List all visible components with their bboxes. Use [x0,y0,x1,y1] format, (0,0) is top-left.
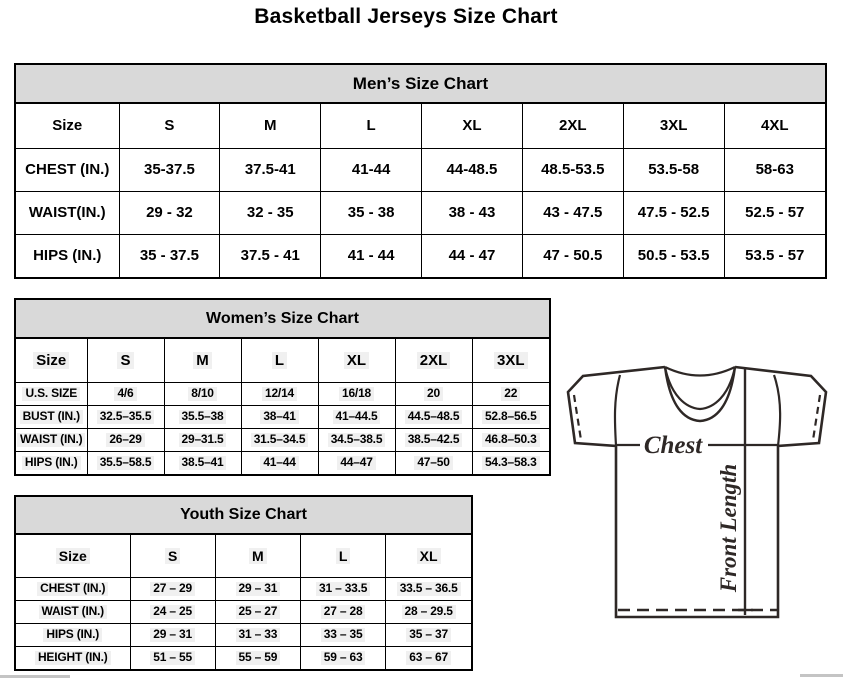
size-value-cell [130,600,215,623]
size-value-cell-text: 22 [501,387,520,401]
size-value-cell-text: 47.5 - 52.5 [637,203,710,221]
size-col-header [321,104,422,148]
size-col-header-text: 4XL [761,117,789,135]
size-value-cell [301,646,386,669]
size-value-cell [164,405,241,428]
size-value-cell-text: 33.5 – 36.5 [397,582,461,596]
collar-back-arc [665,367,735,376]
size-value-cell [87,451,164,474]
size-corner-header-text: Size [52,117,83,135]
size-corner-header-text: Size [33,352,69,369]
size-col-header [522,104,623,148]
size-value-cell-text: 29 – 31 [150,628,195,642]
size-col-header-text: S [164,117,175,135]
front-length-label: Front Length [716,463,741,593]
size-col-header [422,104,523,148]
size-value-cell [164,382,241,405]
measurement-row-label [16,600,130,623]
size-corner-header [16,104,119,148]
size-col-header [395,339,472,382]
size-value-cell-text: 54.3–58.3 [482,456,540,470]
mens-size-chart-title: Men’s Size Chart [16,65,825,104]
size-value-cell-text: 46.8–50.3 [482,433,540,447]
size-value-cell [472,405,549,428]
size-value-cell [318,428,395,451]
measurement-row-label-text: HEIGHT (IN.) [35,651,111,665]
size-value-cell-text: 41–44 [260,456,298,470]
size-value-cell [395,451,472,474]
size-value-cell-text: 32.5–35.5 [97,410,155,424]
size-value-cell-text: 33 – 35 [321,628,366,642]
measurement-row [16,428,549,451]
size-value-cell-text: 20 [424,387,443,401]
measurement-row-label-text: WAIST (IN.) [39,605,107,619]
size-value-cell-text: 38–41 [260,410,298,424]
size-value-cell [623,234,724,277]
measurement-row-label-text: HIPS (IN.) [33,247,102,265]
left-armhole-seam [615,375,620,446]
size-value-cell-text: 34.5–38.5 [328,433,386,447]
measurement-row [16,191,825,234]
size-value-cell [215,600,300,623]
size-col-header-text: S [117,352,133,369]
size-value-cell [215,646,300,669]
size-value-cell [164,428,241,451]
size-header-row [16,339,549,382]
size-value-cell-text: 41–44.5 [333,410,381,424]
size-value-cell-text: 50.5 - 53.5 [637,247,710,265]
mens-size-chart-section [14,63,827,279]
size-col-header-text: L [272,352,287,369]
size-value-cell-text: 58-63 [755,160,794,178]
size-value-cell [241,405,318,428]
size-value-cell [472,451,549,474]
size-value-cell-text: 52.5 - 57 [745,203,805,221]
size-value-cell-text: 27 – 28 [321,605,366,619]
size-value-cell [522,234,623,277]
size-col-header [472,339,549,382]
size-value-cell [130,577,215,600]
size-col-header [130,535,215,577]
size-value-cell-text: 32 - 35 [246,203,294,221]
left-cuff-dashed-line [574,395,581,440]
size-value-cell [119,148,220,191]
size-value-cell [422,191,523,234]
size-value-cell-text: 48.5-53.5 [541,160,605,178]
size-value-cell-text: 38.5–42.5 [405,433,463,447]
size-value-cell [87,405,164,428]
size-value-cell [215,577,300,600]
measurement-row-label-text: WAIST(IN.) [28,203,106,221]
measurement-row-label-text: BUST (IN.) [20,410,83,424]
size-value-cell-text: 16/18 [339,387,374,401]
horizontal-scrollbar-fragment-left[interactable] [0,675,70,678]
size-value-cell [220,148,321,191]
size-col-header-text: L [336,548,351,564]
size-col-header [164,339,241,382]
size-value-cell [87,382,164,405]
size-value-cell-text: 44 - 47 [448,247,496,265]
measurement-row-label [16,646,130,669]
size-col-header [623,104,724,148]
measurement-row [16,623,471,646]
size-value-cell [422,234,523,277]
size-value-cell [472,428,549,451]
size-col-header-text: 3XL [659,117,688,135]
size-value-cell [119,191,220,234]
chest-label: Chest [643,432,703,459]
size-col-header-text: M [264,117,277,135]
measurement-row-label-text: CHEST (IN.) [37,582,108,596]
size-value-cell-text: 63 – 67 [406,651,451,665]
size-value-cell-text: 44–47 [337,456,375,470]
size-value-cell [386,577,471,600]
size-value-cell [321,191,422,234]
size-value-cell [386,646,471,669]
measurement-row-label [16,428,87,451]
measurement-row [16,577,471,600]
size-value-cell-text: 53.5 - 57 [745,247,805,265]
size-value-cell-text: 12/14 [262,387,297,401]
size-value-cell-text: 29–31.5 [179,433,227,447]
size-header-row [16,535,471,577]
size-value-cell [241,428,318,451]
measurement-row-label-text: HIPS (IN.) [43,628,102,642]
size-value-cell [215,623,300,646]
size-value-cell [724,148,825,191]
right-armhole-seam [774,375,780,446]
measurement-row-label-text: U.S. SIZE [22,387,80,401]
size-value-cell [321,148,422,191]
size-value-cell [318,382,395,405]
youth-size-chart-section [14,495,473,671]
size-value-cell-text: 35.5–58.5 [97,456,155,470]
size-col-header-text: 2XL [559,117,587,135]
size-value-cell [623,148,724,191]
size-value-cell-text: 47–50 [414,456,452,470]
size-col-header-text: M [249,548,267,564]
size-corner-header-text: Size [56,548,90,564]
size-value-cell [321,234,422,277]
size-col-header [318,339,395,382]
measurement-row-label [16,451,87,474]
measurement-row-label-text: CHEST (IN.) [25,160,110,178]
size-corner-header [16,535,130,577]
womens-size-table [16,339,549,474]
womens-size-chart-section [14,298,551,476]
size-col-header [301,535,386,577]
right-cuff-dashed-line [813,395,820,440]
size-value-cell-text: 35 – 37 [406,628,451,642]
size-value-cell-text: 37.5-41 [244,160,296,178]
size-value-cell [119,234,220,277]
size-value-cell [623,191,724,234]
size-value-cell-text: 52.8–56.5 [482,410,540,424]
size-value-cell [724,234,825,277]
measurement-row [16,600,471,623]
size-value-cell-text: 41-44 [351,160,391,178]
size-value-cell [220,234,321,277]
size-value-cell [241,451,318,474]
size-value-cell-text: 26–29 [106,433,144,447]
size-value-cell-text: 29 – 31 [236,582,281,596]
measurement-row [16,405,549,428]
size-value-cell [130,623,215,646]
size-value-cell-text: 41 - 44 [347,247,395,265]
size-col-header [87,339,164,382]
measurement-row-label [16,382,87,405]
page-title: Basketball Jerseys Size Chart [254,5,558,28]
size-value-cell [395,428,472,451]
size-value-cell [386,600,471,623]
measurement-row-label [16,234,119,277]
size-value-cell-text: 51 – 55 [150,651,195,665]
measurement-row-label [16,191,119,234]
size-col-header-text: XL [462,117,482,135]
size-value-cell-text: 28 – 29.5 [402,605,456,619]
size-value-cell-text: 31.5–34.5 [251,433,309,447]
size-value-cell [301,600,386,623]
measurement-row-label-text: HIPS (IN.) [22,456,81,470]
size-value-cell-text: 4/6 [114,387,136,401]
jersey-measurement-diagram [560,356,840,626]
size-value-cell [241,382,318,405]
size-value-cell [522,191,623,234]
youth-size-table [16,535,471,669]
size-col-header [220,104,321,148]
size-value-cell [472,382,549,405]
size-value-cell-text: 44-48.5 [446,160,498,178]
measurement-row [16,382,549,405]
size-col-header [386,535,471,577]
size-value-cell-text: 55 – 59 [236,651,281,665]
measurement-row [16,148,825,191]
size-value-cell-text: 37.5 - 41 [240,247,300,265]
size-value-cell-text: 35-37.5 [143,160,195,178]
size-col-header [724,104,825,148]
size-value-cell-text: 38.5–41 [179,456,227,470]
size-col-header-text: M [193,352,212,369]
size-value-cell-text: 44.5–48.5 [405,410,463,424]
size-corner-header [16,339,87,382]
measurement-row-label [16,623,130,646]
mens-size-table [16,104,825,277]
size-value-cell [301,577,386,600]
size-value-cell [395,405,472,428]
size-col-header-text: 2XL [417,352,451,369]
size-col-header [215,535,300,577]
size-header-row [16,104,825,148]
measurement-row [16,451,549,474]
measurement-row [16,646,471,669]
womens-size-chart-title: Women’s Size Chart [16,300,549,339]
size-value-cell [130,646,215,669]
size-value-cell [318,451,395,474]
size-value-cell-text: 8/10 [188,387,217,401]
size-value-cell [318,405,395,428]
measurement-row-label [16,577,130,600]
size-value-cell-text: 47 - 50.5 [543,247,603,265]
measurement-row-label [16,405,87,428]
size-value-cell-text: 53.5-58 [648,160,700,178]
size-col-header-text: 3XL [494,352,528,369]
size-value-cell-text: 25 – 27 [236,605,281,619]
size-value-cell-text: 27 – 29 [150,582,195,596]
size-value-cell [522,148,623,191]
size-col-header-text: L [366,117,376,135]
size-col-header [241,339,318,382]
size-col-header [119,104,220,148]
size-value-cell [422,148,523,191]
size-value-cell-text: 29 - 32 [146,203,193,221]
size-value-cell [220,191,321,234]
size-value-cell-text: 35 - 38 [347,203,395,221]
measurement-row-label-text: WAIST (IN.) [17,433,85,447]
size-value-cell-text: 31 – 33 [236,628,281,642]
measurement-row-label [16,148,119,191]
size-value-cell-text: 59 – 63 [321,651,366,665]
size-value-cell [724,191,825,234]
size-value-cell-text: 35.5–38 [179,410,227,424]
jersey-outline [568,367,826,617]
size-value-cell-text: 35 - 37.5 [139,247,200,265]
size-value-cell [301,623,386,646]
size-value-cell [395,382,472,405]
youth-size-chart-title: Youth Size Chart [16,497,471,535]
size-col-header-text: S [165,548,180,564]
size-value-cell [386,623,471,646]
size-col-header-text: XL [344,352,369,369]
measurement-row [16,234,825,277]
size-value-cell [87,428,164,451]
horizontal-scrollbar-fragment-right[interactable] [800,674,843,677]
size-value-cell-text: 38 - 43 [448,203,496,221]
size-value-cell-text: 43 - 47.5 [543,203,603,221]
size-value-cell-text: 31 – 33.5 [316,582,370,596]
size-value-cell [164,451,241,474]
size-value-cell-text: 24 – 25 [150,605,195,619]
size-col-header-text: XL [417,548,441,564]
